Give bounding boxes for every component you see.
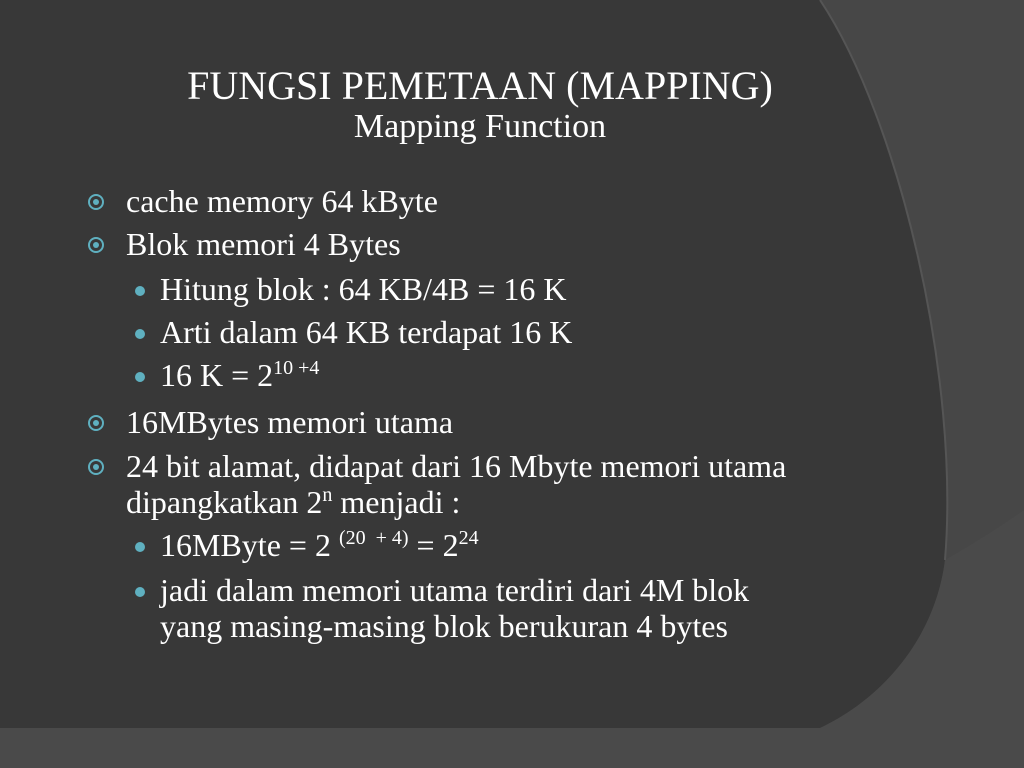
bullet-item: cache memory 64 kByte — [126, 183, 438, 219]
slide-title: FUNGSI PEMETAAN (MAPPING) — [187, 63, 773, 108]
dot-bullet-icon — [135, 329, 145, 339]
bullet-line: dipangkatkan 2$^n$ menjadi : — [126, 484, 461, 520]
sub-bullet-item — [160, 357, 319, 398]
bullet-line: 24 bit alamat, didapat dari 16 Mbyte memori utama — [126, 448, 787, 484]
circle-bullet-icon — [88, 194, 104, 210]
bullet-line: yang masing-masing blok berukuran 4 bytes — [160, 608, 728, 644]
sub-bullet-item: Hitung blok : 64 KB/4B = 16 K — [160, 271, 567, 307]
circle-bullet-icon — [88, 415, 104, 431]
bullet-item — [126, 448, 786, 525]
sub-bullet-item: Arti dalam 64 KB terdapat 16 K — [160, 314, 573, 350]
sub-bullet-item — [160, 572, 749, 644]
bullet-item: 16MBytes memori utama — [126, 404, 454, 440]
slide-subtitle: Mapping Function — [353, 108, 607, 145]
dot-bullet-icon — [135, 372, 145, 382]
dot-bullet-icon — [135, 542, 145, 552]
dot-bullet-icon — [135, 286, 145, 296]
formula-exponent: 10 +4 — [273, 357, 320, 379]
sub-bullet-item: 16MByte = 2 $^{(20 + 4)} = 2^{24}$ — [160, 527, 479, 563]
bullet-item: Blok memori 4 Bytes — [126, 226, 401, 262]
bullet-line: jadi dalam memori utama terdiri dari 4M blok — [160, 572, 750, 608]
formula-base: 16 K = 2 — [160, 357, 274, 393]
circle-bullet-icon — [88, 459, 104, 475]
dot-bullet-icon — [135, 587, 145, 597]
circle-bullet-icon — [88, 237, 104, 253]
